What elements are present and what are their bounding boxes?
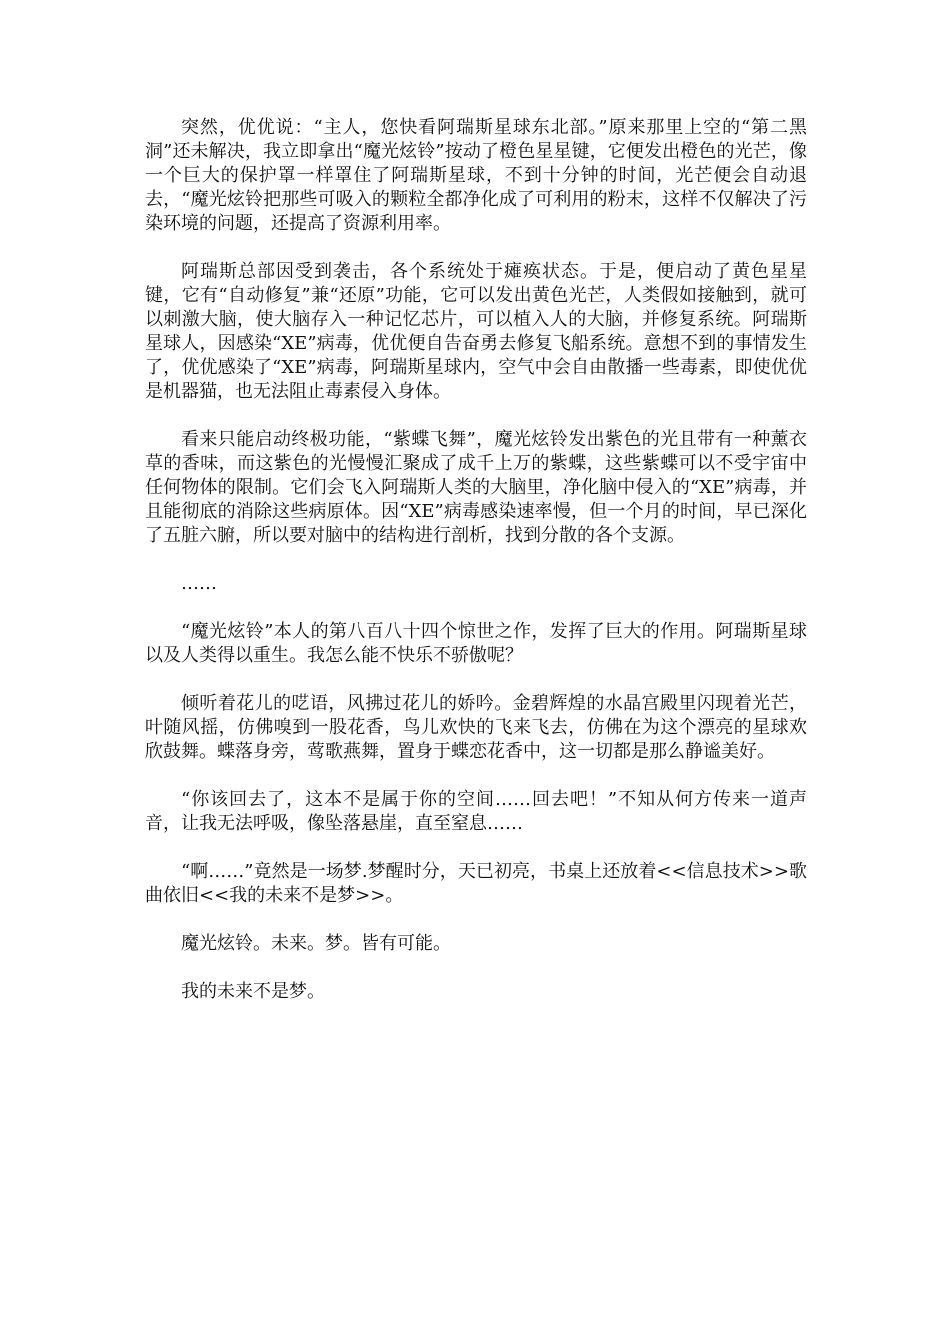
paragraph-3: 看来只能启动终极功能，“紫蝶飞舞”，魔光炫铃发出紫色的光且带有一种薰衣草的香味，而这紫色的光慢慢汇聚成了成千上万的紫蝶，这些紫蝶可以不受宇宙中任何物体的限制。它们会飞入阿瑞斯人类的大脑里，净化脑中侵入的“XE”病毒，并且能彻底的消除这些病原体。因“XE”病毒感染速率慢，但一个月的时间，早已深化了五脏六腑，所以要对脑中的结构进行剖析，找到分散的各个支源。 xyxy=(145,429,807,546)
paragraph-5: “魔光炫铃”本人的第八百八十四个惊世之作，发挥了巨大的作用。阿瑞斯星球以及人类得以重生。我怎么能不快乐不骄傲呢？ xyxy=(145,621,807,666)
paragraph-1: 突然，优优说：“主人，您快看阿瑞斯星球东北部。”原来那里上空的“第二黑洞”还未解决，我立即拿出“魔光炫铃”按动了橙色星星键，它便发出橙色的光芒，像一个巨大的保护罩一样罩住了阿瑞斯星球，不到十分钟的时间，光芒便会自动退去，“魔光炫铃把那些可吸入的颗粒全都净化成了可利用的粉末，这样不仅解决了污染环境的问题，还提高了资源利用率。 xyxy=(145,117,807,234)
ellipsis-paragraph: …… xyxy=(181,573,217,594)
paragraph-9: 魔光炫铃。未来。梦。皆有可能。 xyxy=(181,933,451,954)
paragraph-6: 倾听着花儿的呓语，风拂过花儿的娇吟。金碧辉煌的水晶宫殿里闪现着光芒，叶随风摇，仿佛嗅到一股花香，鸟儿欢快的飞来飞去，仿佛在为这个漂亮的星球欢欣鼓舞。蝶落身旁，莺歌燕舞，置身于蝶恋花香中，这一切都是那么静谧美好。 xyxy=(145,693,807,762)
paragraph-7: “你该回去了，这本不是属于你的空间……回去吧！”不知从何方传来一道声音，让我无法呼吸，像坠落悬崖，直至窒息…… xyxy=(145,789,807,834)
paragraph-10: 我的未来不是梦。 xyxy=(181,981,325,1002)
paragraph-2: 阿瑞斯总部因受到袭击，各个系统处于瘫痪状态。于是，便启动了黄色星星键，它有“自动修复”兼“还原”功能，它可以发出黄色光芒，人类假如接触到，就可以刺激大脑，使大脑存入一种记忆芯片，可以植入人的大脑，并修复系统。阿瑞斯星球人，因感染“XE”病毒，优优便自告奋勇去修复飞船系统。意想不到的事情发生了，优优感染了“XE”病毒，阿瑞斯星球内，空气中会自由散播一些毒素，即使优优是机器猫，也无法阻止毒素侵入身体。 xyxy=(145,261,807,402)
paragraph-8: “啊……”竟然是一场梦.梦醒时分，天已初亮，书桌上还放着<<信息技术>>歌曲依旧<<我的未来不是梦>>。 xyxy=(145,861,807,906)
document-body xyxy=(145,116,807,1028)
